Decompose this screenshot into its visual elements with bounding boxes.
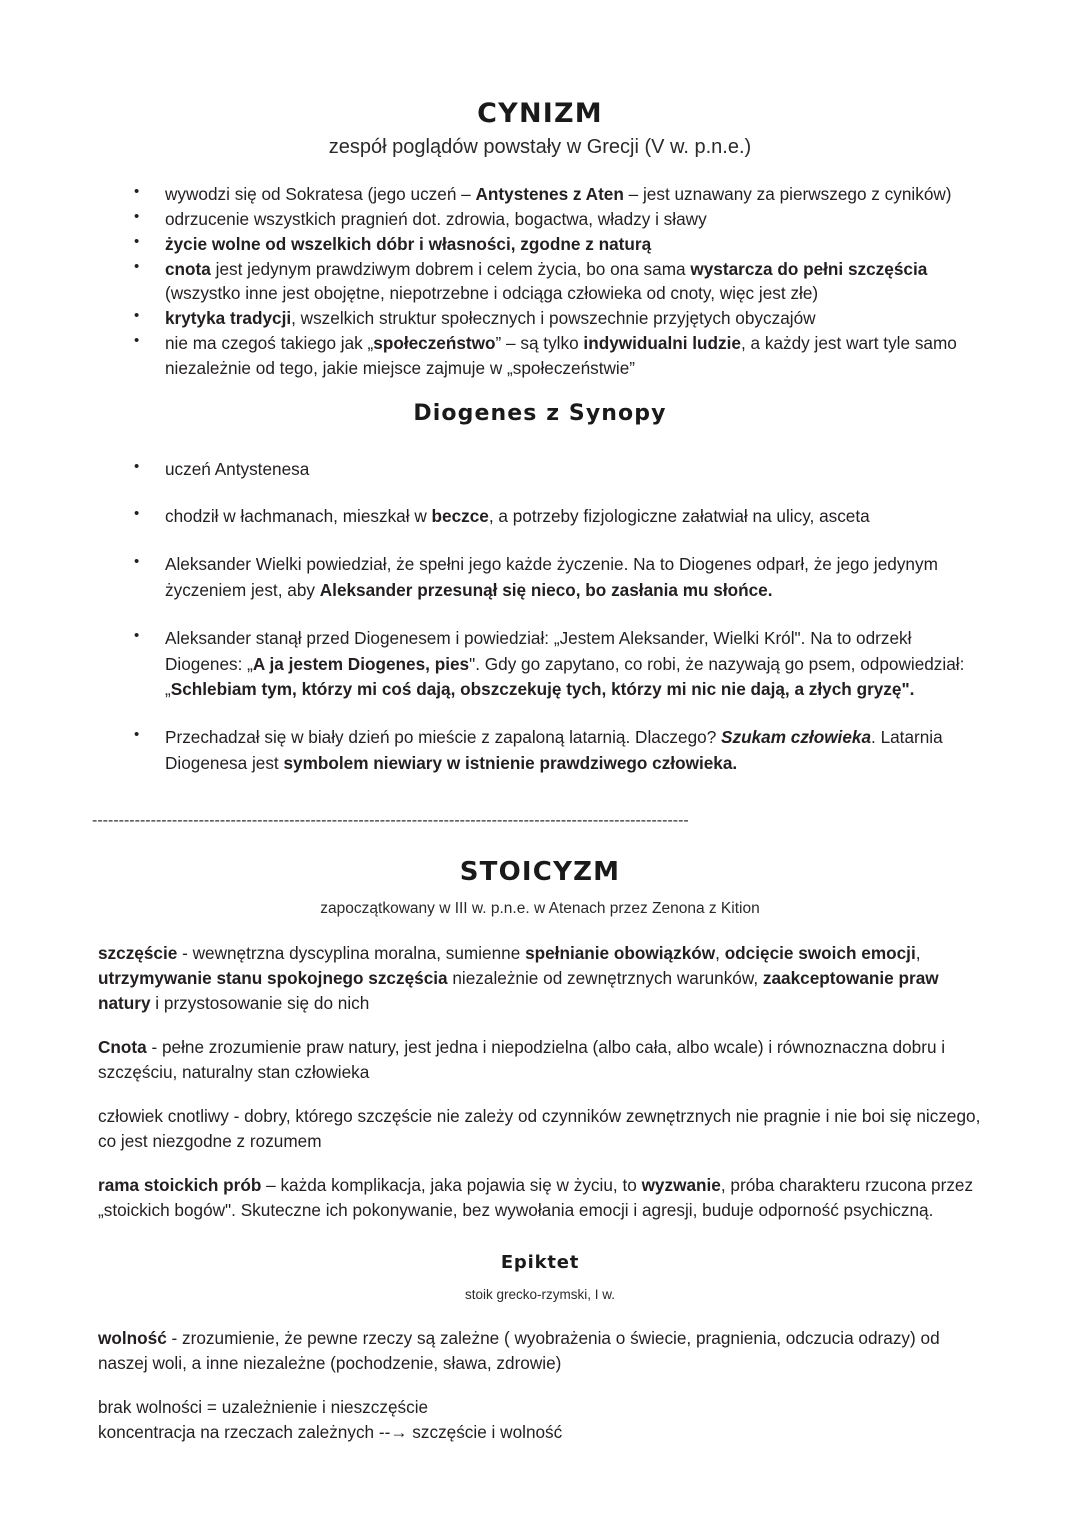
- text-run: , wszelkich struktur społecznych i powszechnie przyjętych obyczajów: [291, 308, 816, 329]
- list-item: [120, 626, 990, 703]
- text-run: ” – są tylko: [495, 332, 584, 353]
- paragraph-block-epiktet: [0, 1326, 1080, 1445]
- heading-epiktet: Epiktet: [500, 1252, 580, 1274]
- text-run: rama stoickich prób: [98, 1175, 262, 1196]
- paragraph: [98, 1395, 990, 1445]
- text-run: – jest uznawany za pierwszego z cyników): [623, 184, 952, 205]
- text-run: społeczeństwo: [373, 332, 496, 353]
- paragraph: [98, 1035, 990, 1085]
- subtitle-epiktet: stoik grecko-rzymski, I w.: [464, 1287, 616, 1303]
- list-item: [120, 182, 990, 207]
- text-run: koncentracja na rzeczach zależnych --→ szczęście i wolność: [98, 1422, 563, 1443]
- text-run: chodził w łachmanach, mieszkał w: [165, 506, 432, 527]
- bullet-list-diogenes: [0, 457, 1080, 777]
- text-run: , a każdy jest wart tyle samo niezależnie od tego, jakie miejsce zajmuje w „społeczeństwie”: [165, 332, 957, 378]
- text-run: utrzymywanie stanu spokojnego szczęścia: [98, 967, 448, 988]
- text-run: jest jedynym prawdziwym dobrem i celem życia, bo ona sama: [210, 258, 691, 279]
- text-run: krytyka tradycji: [165, 308, 292, 329]
- text-run: Przechadzał się w biały dzień po mieście z zapaloną latarnią. Dlaczego?: [165, 727, 722, 748]
- text-run: ,: [915, 942, 921, 963]
- list-item: [120, 504, 990, 530]
- text-run: uczeń Antystenesa: [165, 458, 310, 479]
- text-run: brak wolności = uzależnienie i nieszczęście: [98, 1397, 429, 1418]
- list-item: [120, 306, 990, 331]
- text-run: zaakceptowanie praw natury: [98, 967, 939, 1013]
- text-run: - wewnętrzna dyscyplina moralna, sumienne: [177, 942, 526, 963]
- text-run: szczęście: [98, 942, 178, 963]
- text-run: . Latarnia Diogenesa jest: [165, 727, 943, 774]
- list-item: [120, 207, 990, 232]
- text-run: A ja jestem Diogenes, pies: [252, 653, 470, 674]
- text-run: – każda komplikacja, jaka pojawia się w życiu, to: [261, 1175, 642, 1196]
- section-divider: ----------------------------------------------------------------------------------------------------------------: [92, 812, 689, 829]
- text-run: życie wolne od wszelkich dóbr i własności, zgodne z naturą: [165, 233, 652, 254]
- text-run: nie ma czegoś takiego jak „: [165, 332, 374, 353]
- text-run: cnota: [165, 258, 211, 279]
- text-run: Aleksander przesunął się nieco, bo zasłania mu słońce.: [319, 580, 773, 601]
- text-run: Cnota: [98, 1036, 147, 1057]
- text-run: - zrozumienie, że pewne rzeczy są zależne ( wyobrażenia o świecie, pragnienia, odczucia odrazy) od naszej woli, a inne niezależne (pochodzenie, sława, zdrowie): [98, 1328, 940, 1374]
- text-run: odrzucenie wszystkich pragnień dot. zdrowia, bogactwa, władzy i sławy: [165, 209, 707, 230]
- text-run: wywodzi się od Sokratesa (jego uczeń –: [165, 184, 476, 205]
- text-run: wystarcza do pełni szczęścia: [690, 258, 928, 279]
- text-run: indywidualni ludzie: [583, 332, 741, 353]
- heading-diogenes: Diogenes z Synopy: [413, 401, 667, 427]
- text-run: Szukam człowieka: [721, 727, 872, 748]
- list-item: [120, 457, 990, 483]
- page-title-stoicyzm: STOICYZM: [459, 856, 621, 887]
- list-item: [120, 331, 990, 381]
- text-run: ". Gdy go zapytano, co robi, że nazywają go psem, odpowiedział: „: [165, 653, 965, 700]
- bullet-list-cynizm: [0, 182, 1080, 380]
- text-run: ,: [715, 942, 725, 963]
- text-run: symbolem niewiary w istnienie prawdziwego człowieka.: [283, 753, 738, 774]
- paragraph: [98, 1326, 990, 1376]
- text-run: odcięcie swoich emocji: [724, 942, 916, 963]
- text-run: (wszystko inne jest obojętne, niepotrzebne i odciąga człowieka od cnoty, więc jest złe): [165, 283, 819, 304]
- text-run: Aleksander Wielki powiedział, że spełni jego każde życzenie. Na to Diogenes odparł, że jego jedynym życzeniem jest, aby: [165, 554, 938, 601]
- text-run: Antystenes z Aten: [475, 184, 624, 205]
- paragraph: [98, 941, 990, 1016]
- text-run: , próba charakteru rzucona przez „stoickich bogów". Skuteczne ich pokonywanie, bez wywołania emocji i agresji, buduje odporność psychiczną.: [98, 1175, 974, 1221]
- subtitle-cynizm: zespół poglądów powstały w Grecji (V w. p.n.e.): [328, 136, 752, 159]
- text-run: wolność: [98, 1328, 167, 1349]
- text-run: Aleksander stanął przed Diogenesem i powiedział: „Jestem Aleksander, Wielki Król". Na to odrzekł Diogenes: „: [165, 627, 912, 674]
- page-title-cynizm: CYNIZM: [477, 98, 603, 129]
- text-run: niezależnie od zewnętrznych warunków,: [447, 967, 763, 988]
- list-item: [120, 232, 990, 257]
- text-run: beczce: [431, 506, 489, 527]
- paragraph: [98, 1173, 990, 1223]
- list-item: [120, 725, 990, 777]
- text-run: wyzwanie: [641, 1175, 721, 1196]
- subtitle-stoicyzm: zapoczątkowany w III w. p.n.e. w Atenach przez Zenona z Kition: [320, 900, 760, 918]
- text-run: człowiek cnotliwy - dobry, którego szczęście nie zależy od czynników zewnętrznych nie pragnie i nie boi się niczego, co jest niezgodne z rozumem: [98, 1106, 981, 1152]
- text-run: , a potrzeby fizjologiczne załatwiał na ulicy, asceta: [488, 506, 870, 527]
- text-run: - pełne zrozumienie praw natury, jest jedna i niepodzielna (albo cała, albo wcale) i równoznaczna dobru i szczęściu, naturalny stan człowieka: [98, 1036, 946, 1082]
- text-run: Schlebiam tym, którzy mi coś dają, obszczekuję tych, którzy mi nic nie dają, a złych gryzę".: [170, 679, 915, 700]
- paragraph: [98, 1104, 990, 1154]
- paragraph-block-stoicyzm: [0, 941, 1080, 1224]
- text-run: spełnianie obowiązków: [525, 942, 716, 963]
- list-item: [120, 552, 990, 604]
- text-run: i przystosowanie się do nich: [150, 992, 370, 1013]
- list-item: [120, 257, 990, 307]
